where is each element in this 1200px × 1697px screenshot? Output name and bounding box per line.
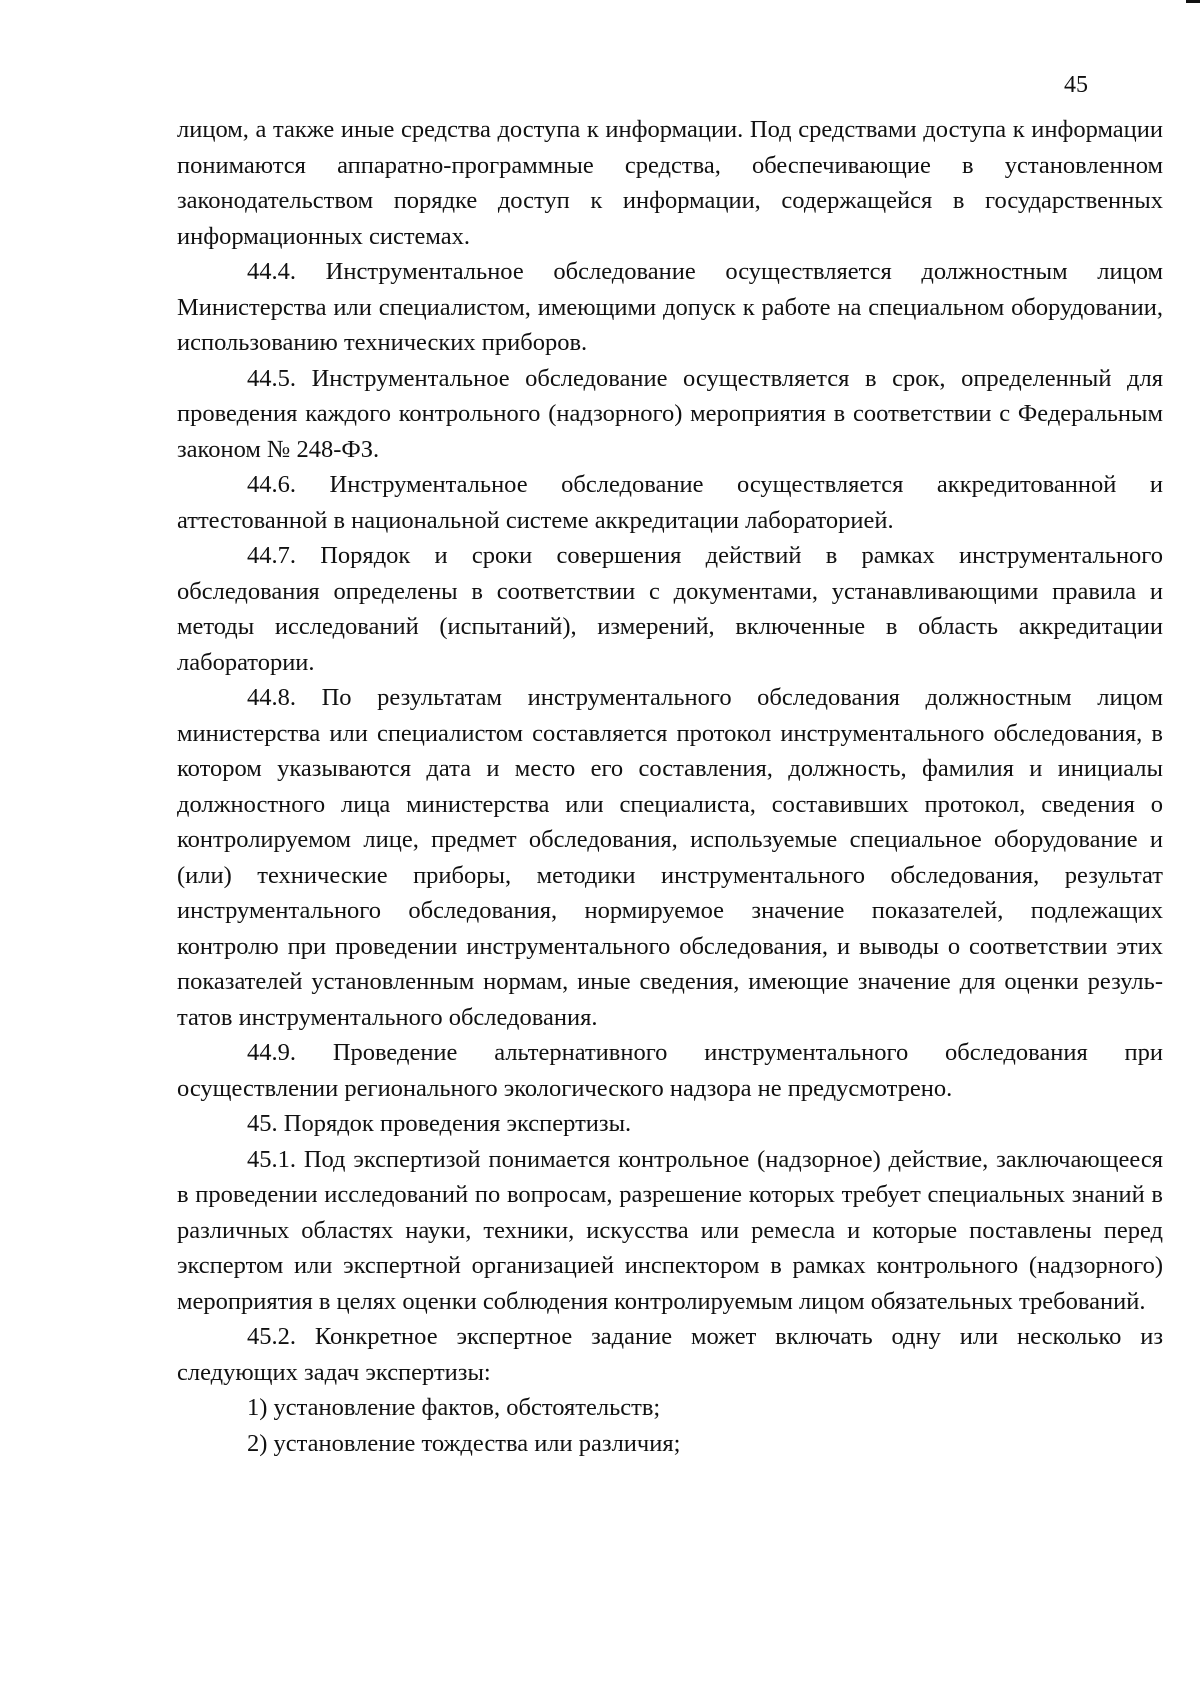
paragraph-44-4: 44.4. Инструментальное обследование осуществляется должностным лицом Министерства или специалистом, имеющими допуск к работе на специальном оборудовании, использованию технических приборов.	[177, 258, 1163, 356]
paragraph-44-8: 44.8. По результатам инструментального обследования должностным лицом министерства или специалистом составляется протокол инструментального обследования, в котором указываются дата и место его составления, должность, фамилия и инициалы должностного лица министерства или специалиста, составивших протокол, сведения о контролируемом лице, предмет обследования, используемые специальное оборудование и (или) технические приборы, методики инструментального обследования, результат инструментального обследования, нормируемое значение показателей, подлежащих контролю при проведении инструментального обследования, и выводы о соответствии этих показателей установленным нормам, иные сведения, имеющие значение для оценки результатов инструментального обследования.	[177, 684, 1163, 1031]
paragraph-45-2: 45.2. Конкретное экспертное задание может включать одну или несколько из следующих задач экспертизы:	[177, 1323, 1163, 1386]
list-item-1: 1) установление фактов, обстоятельств;	[247, 1394, 661, 1421]
paragraph-continuation: лицом, а также иные средства доступа к информации. Под средствами доступа к информации понимаются аппаратно-программные средства, обеспечивающие в установленном законодательством порядке доступ к информации, содержащейся в государственных информационных системах.	[177, 116, 1163, 250]
paragraph-45-1: 45.1. Под экспертизой понимается контрольное (надзорное) действие, заключающееся в проведении исследований по вопросам, разрешение которых требует специальных знаний в различных областях науки, техники, искусства или ремесла и которые поставлены перед экспертом или экспертной организацией инспектором в рамках контрольного (надзорного) мероприятия в целях оценки соблюдения контролируемым лицом обязательных требований.	[177, 1145, 1163, 1315]
paragraph-44-6: 44.6. Инструментальное обследование осуществляется аккредитованной и аттестованной в национальной системе аккредитации лабораторией.	[177, 471, 1163, 534]
document-body	[177, 112, 1163, 1461]
paragraph-45-heading: 45. Порядок проведения экспертизы.	[247, 1110, 632, 1137]
scan-corner-mark	[1186, 0, 1200, 3]
paragraph-44-5: 44.5. Инструментальное обследование осуществляется в срок, определенный для проведения каждого контрольного (надзорного) мероприятия в соответствии с Федеральным законом № 248-ФЗ.	[177, 364, 1163, 463]
page-number: 45	[1064, 72, 1088, 98]
list-item-2: 2) установление тождества или различия;	[247, 1429, 681, 1457]
paragraph-44-7: 44.7. Порядок и сроки совершения действий в рамках инструментального обследования определены в соответствии с документами, устанавливающими правила и методы исследований (испытаний), измерений, включенные в область аккредитации лаборатории.	[177, 542, 1163, 676]
paragraph-44-9: 44.9. Проведение альтернативного инструментального обследования при осуществлении регионального экологического надзора не предусмотрено.	[177, 1039, 1163, 1102]
